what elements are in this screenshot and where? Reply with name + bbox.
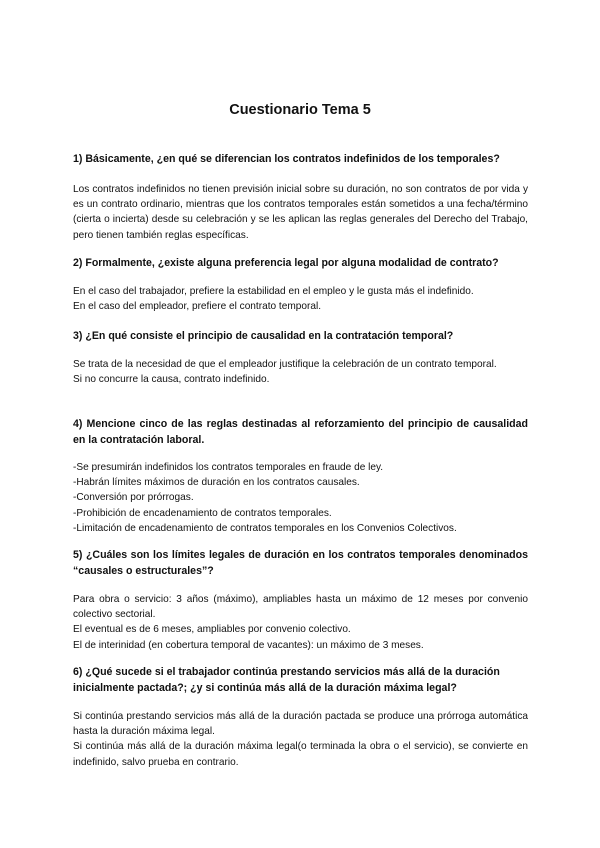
answer-2-paragraph-2: En el caso del empleador, prefiere el contrato temporal. — [73, 301, 321, 313]
answer-6-paragraph-2: Si continúa más allá de la duración máxima legal(o terminada la obra o el servicio), se convierte en indefinido, salvo prueba en contrario. — [73, 741, 528, 768]
answer-5 — [73, 592, 528, 653]
answer-6 — [73, 709, 528, 770]
question-5: 5) ¿Cuáles son los límites legales de duración en los contratos temporales denominados “causales o estructurales”? — [73, 549, 528, 577]
answer-5-paragraph-2: El eventual es de 6 meses, ampliables por convenio colectivo. — [73, 624, 351, 636]
answer-5-paragraph-3: El de interinidad (en cobertura temporal de vacantes): un máximo de 3 meses. — [73, 639, 424, 651]
document-title: Cuestionario Tema 5 — [229, 102, 371, 118]
answer-4-item-3: -Conversión por prórrogas. — [73, 492, 194, 504]
answer-4-item-5: -Limitación de encadenamiento de contratos temporales en los Convenios Colectivos. — [73, 522, 457, 534]
question-2: 2) Formalmente, ¿existe alguna preferencia legal por alguna modalidad de contrato? — [73, 257, 499, 269]
answer-3-paragraph-2: Si no concurre la causa, contrato indefinido. — [73, 374, 270, 386]
answer-4-item-2: -Habrán límites máximos de duración en los contratos causales. — [73, 477, 360, 489]
answer-4-item-1: -Se presumirán indefinidos los contratos temporales en fraude de ley. — [73, 462, 384, 473]
answer-4-item-4: -Prohibición de encadenamiento de contratos temporales. — [73, 507, 332, 519]
answer-3-paragraph-1: Se trata de la necesidad de que el empleador justifique la celebración de un contrato temporal. — [73, 359, 497, 370]
answer-1-paragraph-1: Los contratos indefinidos no tienen previsión inicial sobre su duración, no son contratos de por vida y es un contrato ordinario, mientras que los contratos temporales están sometidos a una fecha/término (cierta o incierta) desde su celebración y se les aplican las reglas generales del Derecho del Trabajo, pero tienen también reglas específicas. — [73, 184, 528, 241]
question-1: 1) Básicamente, ¿en qué se diferencian los contratos indefinidos de los temporales? — [73, 153, 500, 165]
question-4: 4) Mencione cinco de las reglas destinadas al reforzamiento del principio de causalidad en la contratación laboral. — [73, 418, 528, 446]
question-6: 6) ¿Qué sucede si el trabajador continúa prestando servicios más allá de la duración inicialmente pactada?; ¿y si continúa más allá de la duración máxima legal? — [73, 666, 500, 694]
answer-3 — [73, 357, 528, 387]
answer-6-paragraph-1: Si continúa prestando servicios más allá de la duración pactada se produce una prórroga automática hasta la duración máxima legal. — [73, 711, 528, 738]
answer-2 — [73, 284, 528, 314]
question-3: 3) ¿En qué consiste el principio de causalidad en la contratación temporal? — [73, 330, 454, 342]
answer-4 — [73, 460, 528, 536]
answer-1 — [73, 182, 528, 243]
answer-5-paragraph-1: Para obra o servicio: 3 años (máximo), ampliables hasta un máximo de 12 meses por convenio colectivo sectorial. — [73, 594, 528, 621]
answer-2-paragraph-1: En el caso del trabajador, prefiere la estabilidad en el empleo y le gusta más el indefinido. — [73, 286, 474, 297]
